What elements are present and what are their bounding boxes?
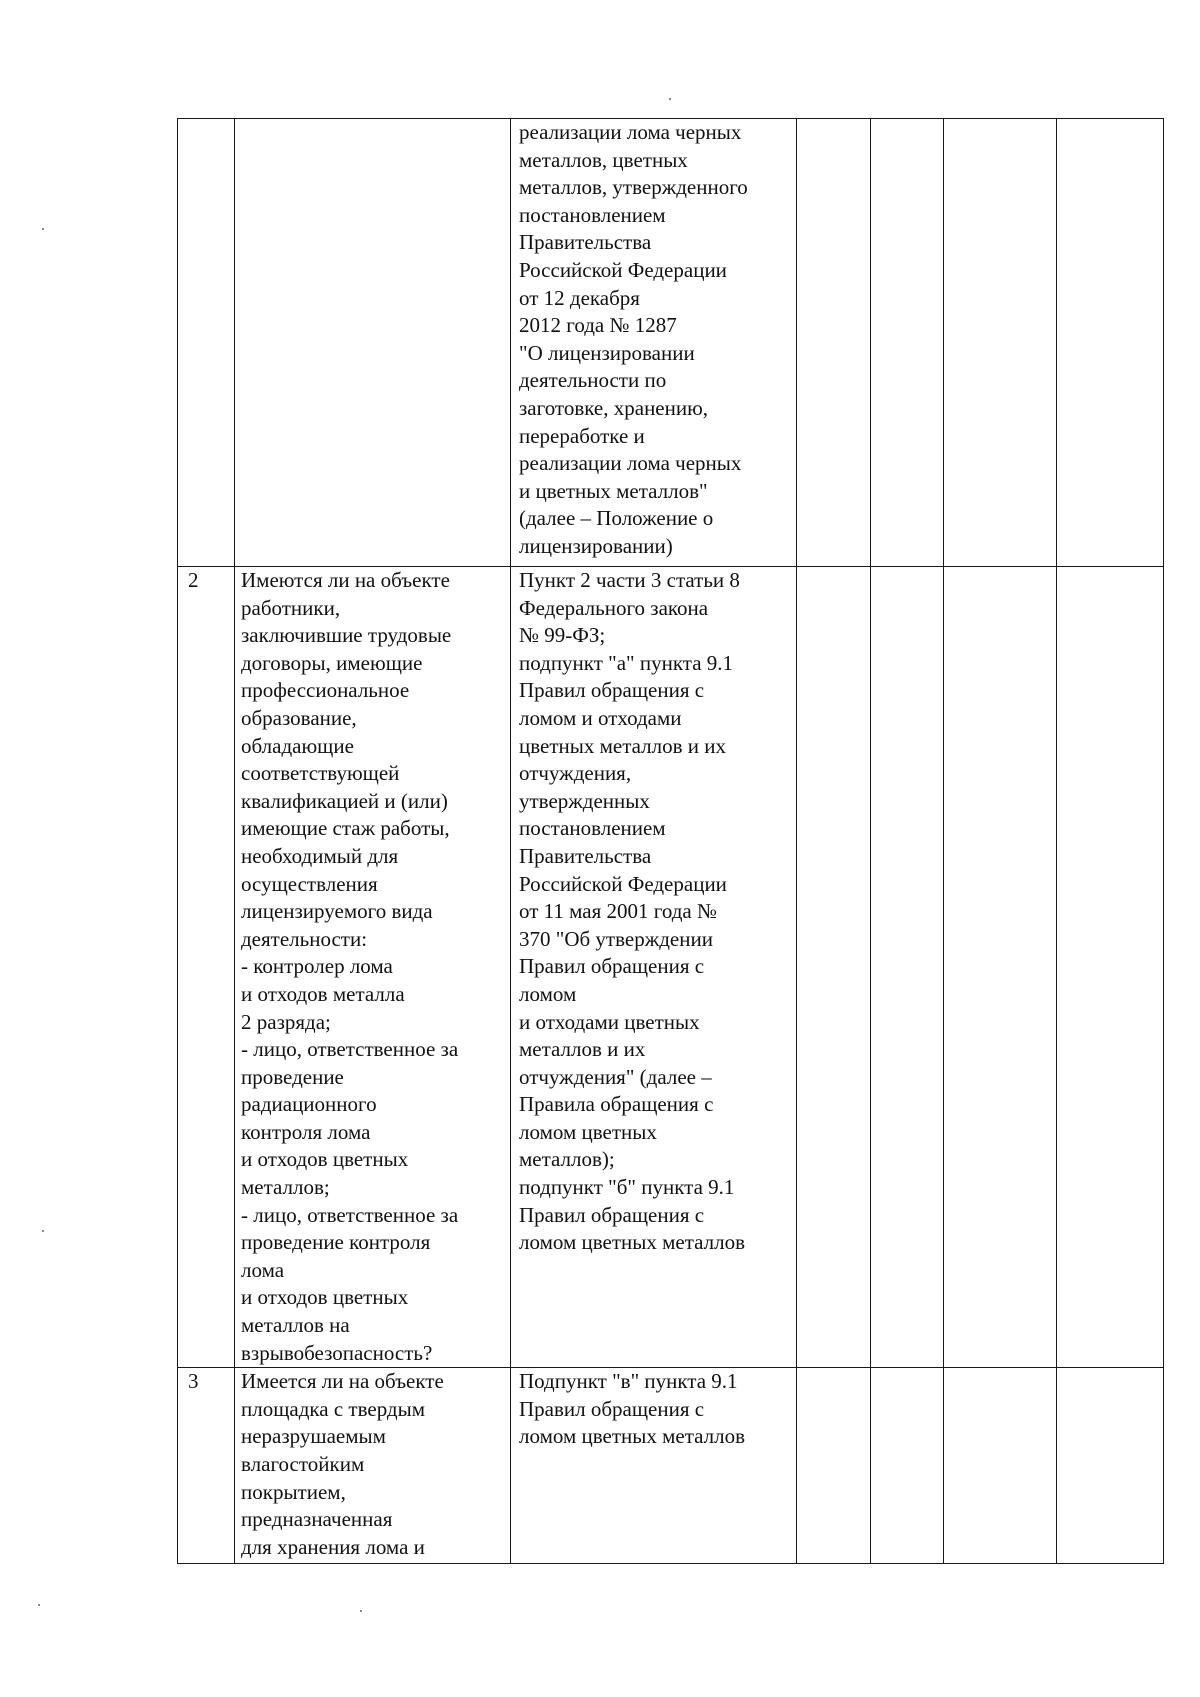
scan-speck [360, 1610, 362, 1612]
scan-speck [669, 98, 671, 100]
question-cell [235, 119, 511, 567]
not-applicable-cell [944, 567, 1057, 1368]
question-cell: Имеется ли на объекте площадка с твердым неразрушаемым влагостойким покрытием, предназначенная для хранения лома и [235, 1368, 511, 1564]
scan-speck [42, 228, 44, 230]
table-row [178, 567, 1164, 1368]
not-applicable-cell [944, 119, 1057, 567]
row-number-cell: 3 [178, 1368, 235, 1564]
row-number-cell [178, 119, 235, 567]
answer-yes-cell [797, 1368, 871, 1564]
answer-no-cell [871, 567, 944, 1368]
question-cell: Имеются ли на объекте работники, заключившие трудовые договоры, имеющие профессиональное образование, обладающие соответствующей квалификацией и (или) имеющие стаж работы, необходимый для осуществления лицензируемого вида деятельности: - контролер лома и отходов металла 2 разряда; - лицо, ответственное за проведение радиационного контроля лома и отходов цветных металлов; - лицо, ответственное за проведение контроля лома и отходов цветных металлов на взрывобезопасность? [235, 567, 511, 1368]
answer-yes-cell [797, 119, 871, 567]
answer-no-cell [871, 1368, 944, 1564]
legal-reference-cell: реализации лома черных металлов, цветных металлов, утвержденного постановлением Правительства Российской Федерации от 12 декабря 2012 года № 1287 "О лицензировании деятельности по заготовке, хранению, переработке и реализации лома черных и цветных металлов" (далее – Положение о лицензировании) [511, 119, 797, 567]
notes-cell [1057, 567, 1164, 1368]
notes-cell [1057, 119, 1164, 567]
scan-speck [42, 1230, 44, 1232]
row-number-cell: 2 [178, 567, 235, 1368]
table-row [178, 119, 1164, 567]
answer-yes-cell [797, 567, 871, 1368]
notes-cell [1057, 1368, 1164, 1564]
scan-speck [38, 1604, 40, 1606]
answer-no-cell [871, 119, 944, 567]
table-row [178, 1368, 1164, 1564]
legal-reference-cell: Пункт 2 части 3 статьи 8 Федерального закона № 99-ФЗ; подпункт "а" пункта 9.1 Правил обращения с ломом и отходами цветных металлов и их отчуждения, утвержденных постановлением Правительства Российской Федерации от 11 мая 2001 года № 370 "Об утверждении Правил обращения с ломом и отходами цветных металлов и их отчуждения" (далее – Правила обращения с ломом цветных металлов); подпункт "б" пункта 9.1 Правил обращения с ломом цветных металлов [511, 567, 797, 1368]
not-applicable-cell [944, 1368, 1057, 1564]
checklist-table [177, 118, 1164, 1564]
legal-reference-cell: Подпункт "в" пункта 9.1 Правил обращения с ломом цветных металлов [511, 1368, 797, 1564]
